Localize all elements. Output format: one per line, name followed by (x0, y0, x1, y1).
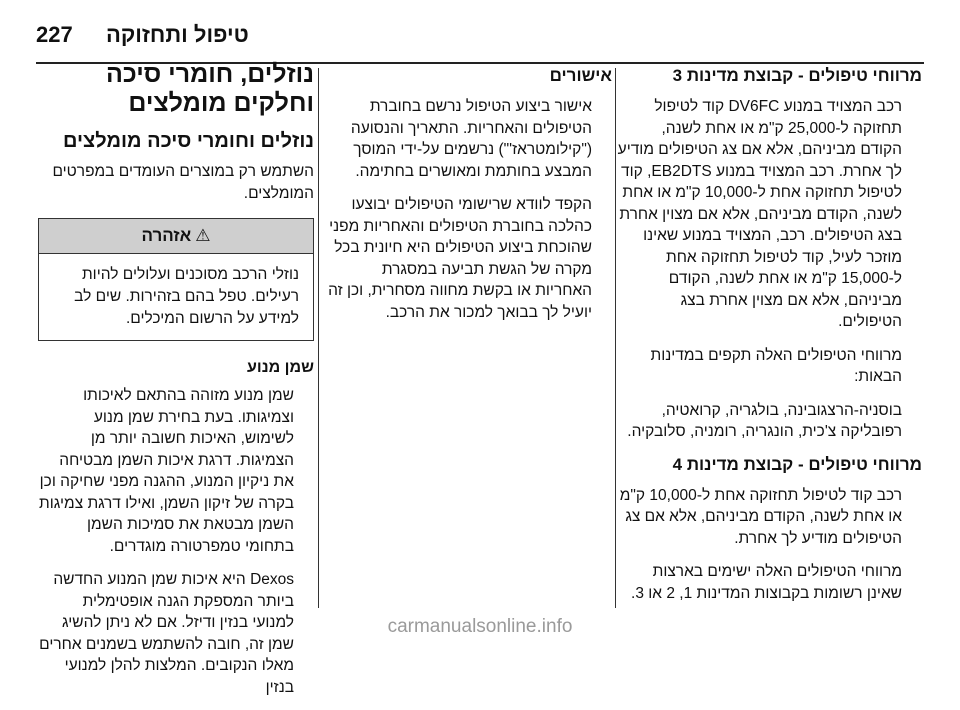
warning-text: נוזלי הרכב מסוכנים ועלולים להיות רעילים. טפל בהם בזהירות. שים לב למידע על הרשום המיכלים. (74, 266, 299, 327)
paragraph-group-4-intervals: רכב קוד לטיפול תחזוקה אחת ל-10,000 ק"מ או אחת לשנה, הקודם מביניהם, אלא אם צג הטיפולים מודיע לך אחרת. (619, 486, 902, 547)
watermark: carmanualsonline.info (387, 616, 573, 637)
column-left (38, 60, 314, 710)
chapter-title: נוזלים, חומרי סיכה וחלקים מומלצים (105, 60, 314, 117)
paragraph-use-specified-products: השתמש רק במוצרים העומדים במפרטים המומלצים. (52, 163, 314, 202)
page-number: 227 (36, 22, 73, 47)
running-title: טיפול ותחזוקה (106, 22, 249, 47)
warning-title: אזהרה (141, 226, 192, 245)
paragraph-dexos: Dexos היא איכות שמן המנוע החדשה ביותר המספקת הגנה אופטימלית למנועי בנזין ודיזל. אם לא ניתן להשיג שמן זה, חובה להשתמש בשמנים אחרים מאלו הנקובים. המלצות להלן למנועי בנזין (39, 571, 294, 696)
column-divider-left (318, 68, 319, 608)
paragraph-oil-quality: שמן מנוע מזוהה בהתאם לאיכותו וצמיגותו. בעת בחירת שמן מנוע לשימוש, האיכות חשובה יותר מן הצמיגות. דרגת איכות השמן מבטיחה את ניקיון המנוע, ההגנה מפני שחיקה וכן בקרה של זיקון השמן, ואילו דרגת צמיגות השמן מבטאת את סמיכות השמן בתחומי טמפרטורה מוגדרים. (39, 387, 294, 555)
column-right (616, 60, 922, 616)
section-heading-confirmations: אישורים (549, 66, 612, 85)
section-heading-group-3: מרווחי טיפולים - קבוצת מדינות 3 (672, 66, 922, 85)
section-heading-engine-oil: שמן מנוע (246, 359, 314, 376)
paragraph-service-record: אישור ביצוע הטיפול נרשם בחוברת הטיפולים והאחריות. התאריך והנסועה ("קילומטראז'") נרשמים על-ידי המוסך המבצע בחותמת ומאושרים בחתימה. (350, 98, 592, 180)
warning-box (38, 218, 314, 341)
page-header (36, 22, 924, 54)
paragraph-country-list: בוסניה-הרצגובינה, בולגריה, קרואטיה, רפובליקה צ'כית, הונגריה, רומניה, סלובקיה. (627, 401, 902, 440)
paragraph-validity: מרווחי הטיפולים האלה תקפים במדינות הבאות: (650, 346, 902, 385)
warning-triangle-icon: ⚠ (195, 226, 211, 245)
section-heading-group-4: מרווחי טיפולים - קבוצת מדינות 4 (672, 454, 922, 474)
paragraph-other-countries: מרווחי הטיפולים האלה ישימים בארצות שאינן רשומות בקבוצות המדינות 1, 2 או 3. (631, 563, 902, 602)
subsection-heading-fluids: נוזלים וחומרי סיכה מומלצים (63, 130, 314, 152)
paragraph-warranty-proof: הקפד לוודא שרישומי הטיפולים יבוצעו כהלכה בחוברת הטיפולים והאחריות מפני שהוכחת ביצוע הטיפולים היא חיונית בכל מקרה של הגשת תביעה במסגרת האחריות או בקשת מחווה מסחרית, וכן זה יועיל לך בבואך למכור את הרכב. (328, 196, 592, 321)
paragraph-group-3-intervals: רכב המצויד במנוע DV6FC קוד לטיפול תחזוקה ל-25,000 ק"מ או אחת לשנה, הקודם מביניהם, אלא אם צג הטיפולים מודיע לך אחרת. רכב המצויד במנוע EB2DTS, קוד לטיפול תחזוקה אחת ל-10,000 ק"מ או אחת לשנה, הקודם מביניהם, אלא אם מצוין אחרת בצג הטיפולים. רכב, המצויד במנוע שאינו מוזכר לעיל, קוד לטיפול תחזוקה אחת ל-15,000 ק"מ או אחת לשנה, הקודם מביניהם, אלא אם מצוין אחרת בצג הטיפולים. (617, 98, 902, 330)
warning-header (39, 219, 313, 254)
column-middle (326, 60, 612, 335)
